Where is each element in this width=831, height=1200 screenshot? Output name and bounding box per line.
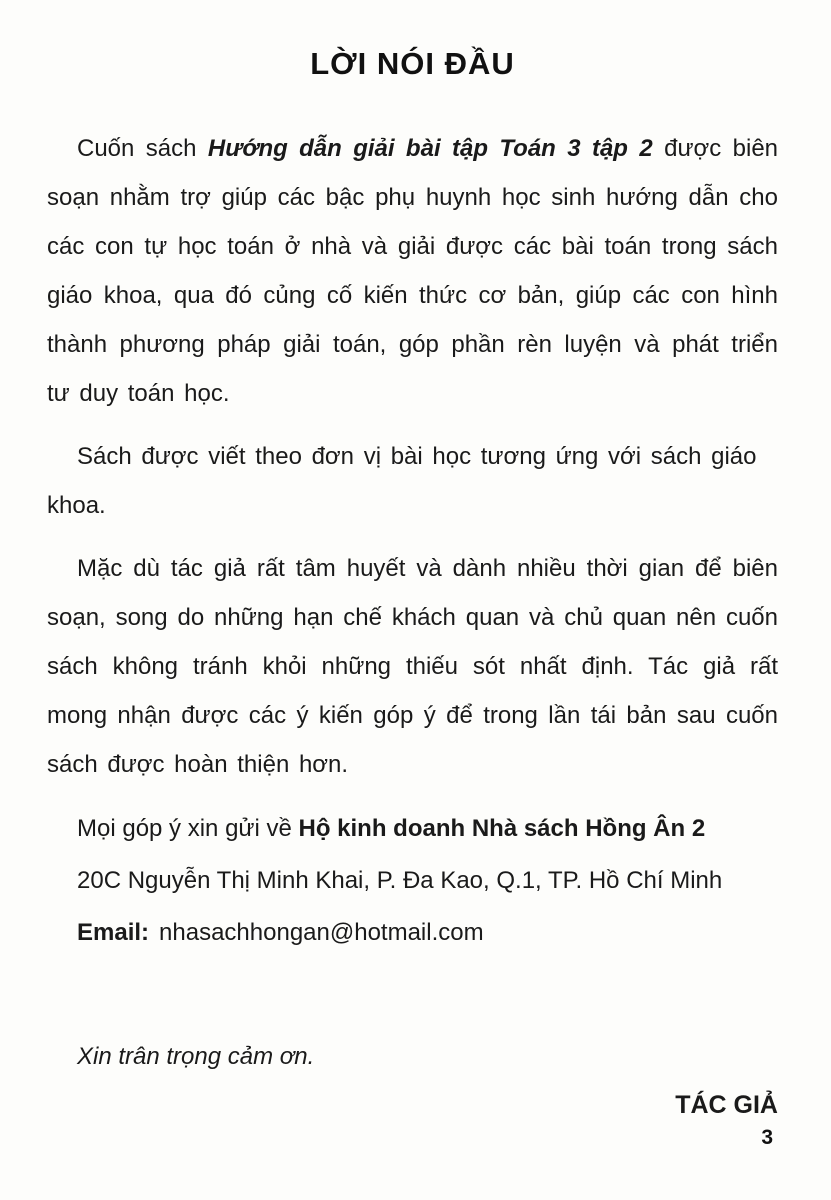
contact-pre: Mọi góp ý xin gửi về — [77, 815, 299, 842]
address-line: 20C Nguyễn Thị Minh Khai, P. Đa Kao, Q.1, TP. Hồ Chí Minh — [77, 867, 723, 894]
book-title: Hướng dẫn giải bài tập Toán 3 tập 2 — [207, 135, 653, 162]
publisher-name: Hộ kinh doanh Nhà sách Hồng Ân 2 — [298, 815, 706, 842]
email-label: Email: — [77, 919, 150, 946]
paragraph-intro-post: được biên soạn nhằm trợ giúp các bậc phụ huynh học sinh hướng dẫn cho các con tự học toán ở nhà và giải được các bài toán trong sách giáo khoa, qua đó củng cố kiến thức cơ bản, giúp các con hình thành phương pháp giải toán, góp phần rèn luyện và phát triển tư duy toán học. — [47, 135, 779, 407]
email-line — [47, 907, 778, 959]
paragraph-apology: Mặc dù tác giả rất tâm huyết và dành nhiều thời gian để biên soạn, song do những hạn chế khách quan và chủ quan nên cuốn sách không tránh khỏi những thiếu sót nhất định. Tác giả rất mong nhận được các ý kiến góp ý để trong lần tái bản sau cuốn sách được hoàn thiện hơn. — [47, 555, 778, 778]
author-signature: TÁC GIẢ — [675, 1091, 778, 1119]
closing-line: Xin trân trọng cảm ơn. — [77, 1043, 315, 1070]
paragraph-intro-pre: Cuốn sách — [77, 135, 208, 162]
page-title: LỜI NÓI ĐẦU — [310, 46, 515, 81]
paragraph-contact — [47, 803, 778, 855]
email-value: nhasachhongan@hotmail.com — [159, 919, 484, 946]
paragraph-intro — [47, 124, 778, 418]
paragraph-structure: Sách được viết theo đơn vị bài học tương ứng với sách giáo khoa. — [47, 443, 757, 519]
page-number: 3 — [761, 1126, 773, 1149]
